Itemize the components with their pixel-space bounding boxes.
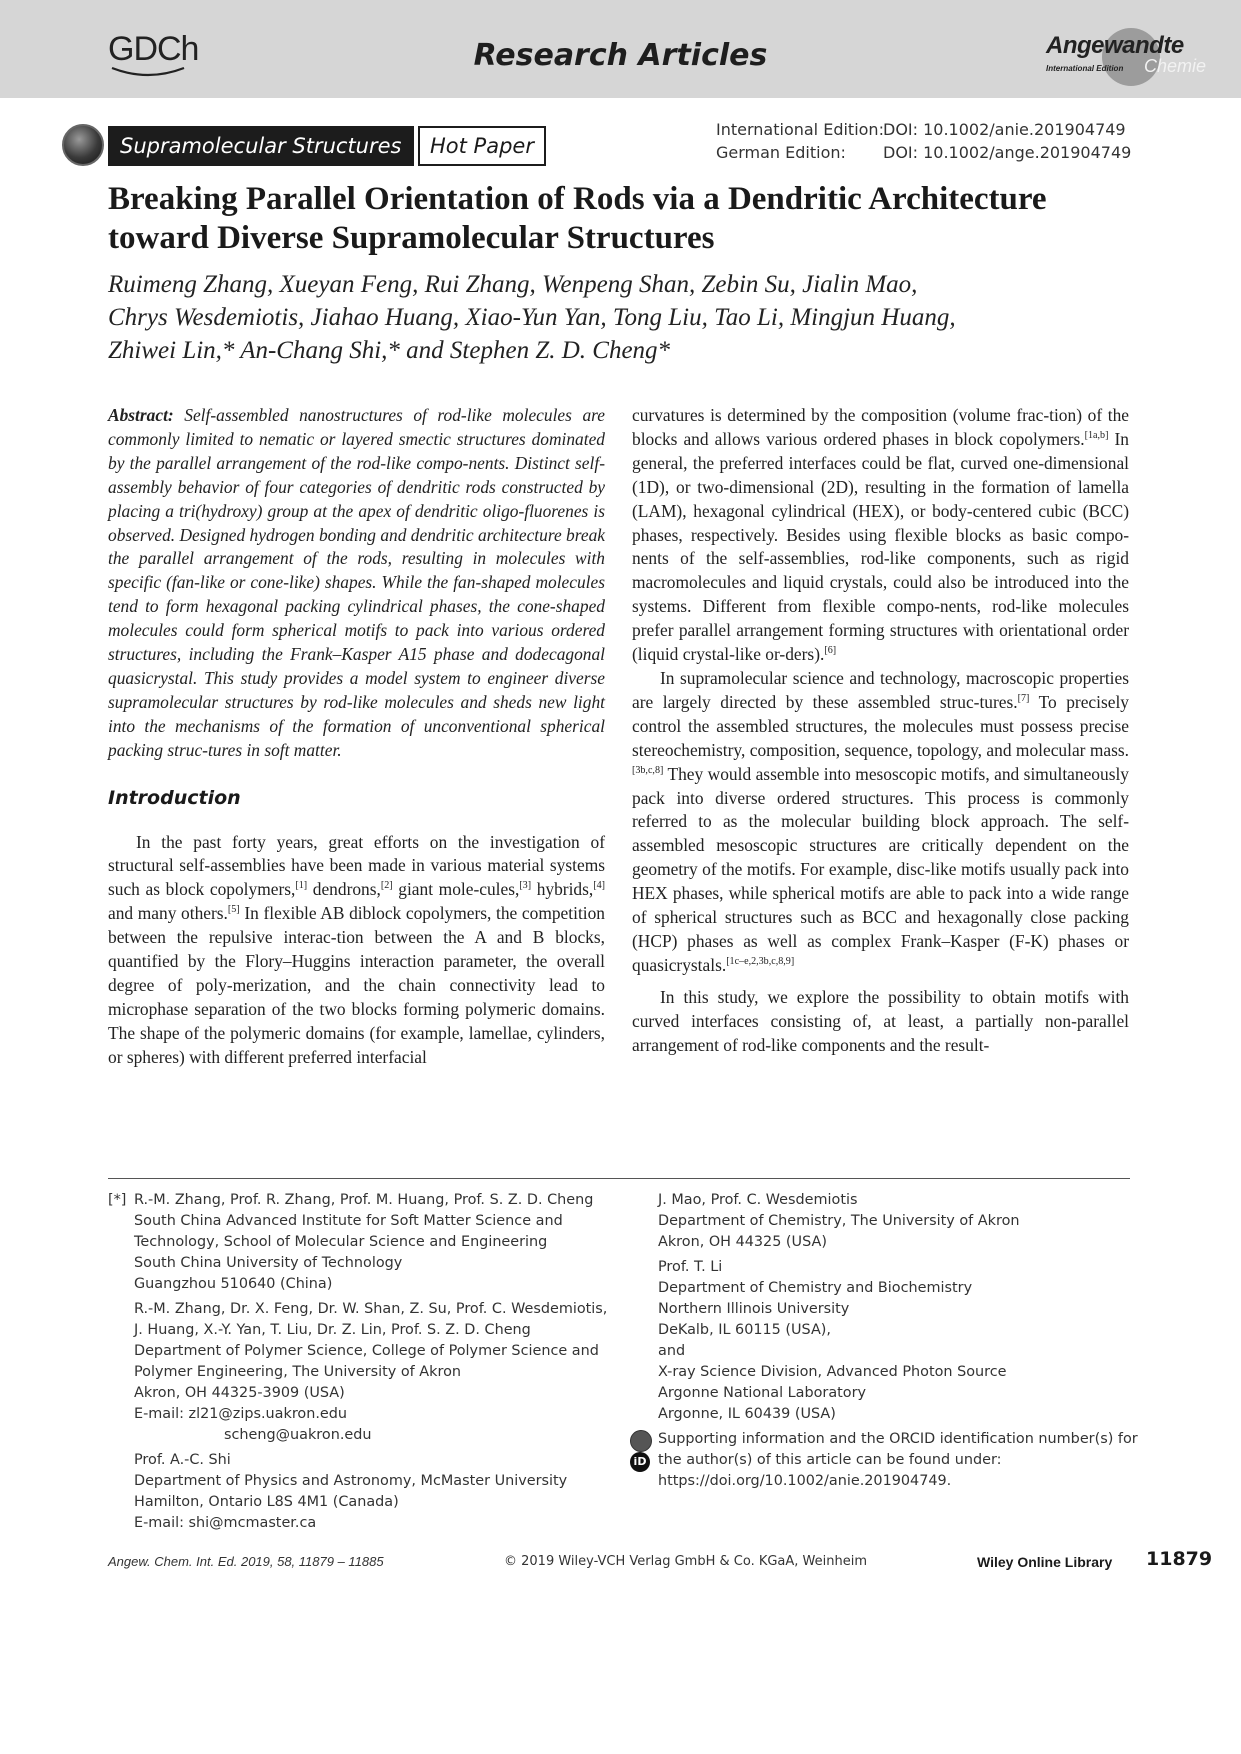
affiliation-line: Prof. A.-C. Shi — [134, 1452, 231, 1468]
body-text: curvatures is determined by the composition (volume frac-tion) of the blocks and allows various ordered phases in block copolymers. — [632, 405, 1129, 449]
doi-german-value: DOI: 10.1002/ange.201904749 — [883, 143, 1132, 162]
affiliation-line: R.-M. Zhang, Dr. X. Feng, Dr. W. Shan, Z. Su, Prof. C. Wesdemiotis, — [134, 1301, 608, 1317]
affiliation — [658, 1257, 1138, 1425]
author-line: Ruimeng Zhang, Xueyan Feng, Rui Zhang, Wenpeng Shan, Zebin Su, Jialin Mao, — [108, 271, 918, 298]
affiliation-line: R.-M. Zhang, Prof. R. Zhang, Prof. M. Huang, Prof. S. Z. D. Cheng — [134, 1192, 594, 1208]
reference-marker: [3b,c,8] — [632, 764, 664, 776]
orcid-icon: iD — [630, 1452, 650, 1472]
body-paragraph: In this study, we explore the possibility to obtain motifs with curved interfaces consisting of, at least, a partially non-parallel arrangement of rod-like components and the result- — [632, 986, 1129, 1055]
doi-german — [716, 141, 1131, 164]
affiliation-line: and — [658, 1343, 686, 1359]
intro-text: and many others. — [108, 903, 228, 924]
affiliations-right — [633, 1190, 1138, 1492]
supporting-info-line: the author(s) of this article can be found under: — [658, 1452, 1002, 1468]
reference-marker: [5] — [227, 904, 240, 916]
email-line[interactable]: E-mail: shi@mcmaster.ca — [134, 1515, 317, 1531]
affiliation-line: Akron, OH 44325 (USA) — [658, 1234, 827, 1250]
affiliation-line: Akron, OH 44325-3909 (USA) — [134, 1385, 345, 1401]
intro-text: giant mole-cules, — [392, 879, 520, 900]
body-text: In general, the preferred interfaces could be flat, curved one-dimensional (1D), or two-dimensional (2D), resulting in the formation of lamella (LAM), hexagonal cylindrical (HEX), or body-centered cubic (BCC) phases, respectively. Besides using flexible blocks as basic compo-nents of the self-assemblies, rod-like components, such as rigid macromolecules and liquid crystals, could also be introduced into the systems. Different from flexible compo-nents, rod-like molecules prefer parallel arrangement forming structures with orientational order (liquid crystal-like or-ders). — [632, 428, 1129, 665]
doi-international — [716, 118, 1131, 141]
intro-text: dendrons, — [307, 879, 381, 900]
journal-edition: International Edition — [1046, 64, 1124, 73]
doi-german-label: German Edition: — [716, 143, 846, 162]
footer-copyright: © 2019 Wiley-VCH Verlag GmbH & Co. KGaA, Weinheim — [504, 1554, 868, 1569]
intro-text: In the past forty years, great efforts on the investigation of structural self-assemblies have been made in various material systems such as block copolymers, — [108, 831, 605, 900]
affiliation-line: Technology, School of Molecular Science and Engineering — [134, 1234, 548, 1250]
doi-intl-value: DOI: 10.1002/anie.201904749 — [883, 120, 1126, 139]
affiliation-line: Argonne National Laboratory — [658, 1385, 867, 1401]
journal-name: Angewandte — [1046, 32, 1184, 59]
doi-intl-label: International Edition: — [716, 120, 884, 139]
affiliation-line: Department of Physics and Astronomy, McMaster University — [134, 1473, 568, 1489]
affiliation-line: Department of Chemistry and Biochemistry — [658, 1280, 973, 1296]
affiliation-line: X-ray Science Division, Advanced Photon Source — [658, 1364, 1007, 1380]
supporting-info-line: Supporting information and the ORCID identification number(s) for — [658, 1431, 1138, 1447]
affiliation-line: South China University of Technology — [134, 1255, 403, 1271]
intro-text: In flexible AB diblock copolymers, the competition between the repulsive interac-tion between the A and B blocks, quantified by the Flory–Huggins interaction parameter, the overall degree of poly-merization, and the chain connectivity lead to microphase separation of the two blocks forming polymeric domains. The shape of the polymeric domains (for example, lamellae, cylinders, or spheres) with different preferred interfacial — [108, 903, 605, 1067]
footnote-divider — [108, 1178, 1130, 1179]
affiliation-line: DeKalb, IL 60115 (USA), — [658, 1322, 831, 1338]
affiliation-line: Prof. T. Li — [658, 1259, 723, 1275]
affiliation-line: Polymer Engineering, The University of Akron — [134, 1364, 461, 1380]
intro-text: hybrids, — [531, 879, 594, 900]
abstract-label: Abstract: — [108, 405, 174, 425]
author-line: Zhiwei Lin,* An-Chang Shi,* and Stephen Z. D. Cheng* — [108, 337, 671, 364]
supporting-info — [633, 1429, 1138, 1492]
reference-marker: [1] — [295, 880, 308, 892]
intro-paragraph — [108, 831, 605, 1070]
supporting-info-link[interactable]: https://doi.org/10.1002/anie.201904749. — [658, 1473, 952, 1489]
abstract-text: Self-assembled nanostructures of rod-like molecules are commonly limited to nematic or layered smectic structures dominated by the parallel arrangement of the rod-like compo-nents. Distinct self-assembly behavior of four categories of dendritic rods constructed by placing a tri(hydroxy) group at the apex of dendritic oligo-fluorenes is observed. Designed hydrogen bonding and dendritic architecture break the parallel arrangement of the rods, resulting in molecules with specific (fan-like or cone-like) shapes. While the fan-shaped molecules tend to form hexagonal packing cylindrical phases, the cone-shaped molecules could form spherical motifs to pack into various ordered structures, including the Frank–Kasper A15 phase and dodecagonal quasicrystal. This study provides a model system to engineer diverse supramolecular structures by rod-like molecules and sheds new light into the mechanisms of the formation of unconventional spherical packing struc-tures in soft matter. — [108, 405, 605, 760]
reference-marker: [1c–e,2,3b,c,8,9] — [726, 956, 795, 968]
reference-marker: [4] — [593, 880, 605, 892]
affiliation — [658, 1190, 1138, 1253]
supporting-info-icon — [630, 1430, 652, 1452]
reference-marker: [3] — [519, 880, 532, 892]
category-sphere-icon — [62, 124, 104, 166]
right-column — [632, 404, 1129, 1057]
body-paragraph — [632, 667, 1129, 978]
affiliation-line: Hamilton, Ontario L8S 4M1 (Canada) — [134, 1494, 399, 1510]
hot-paper-tag: Hot Paper — [418, 126, 546, 166]
left-column — [108, 404, 605, 1070]
affiliation — [108, 1450, 628, 1534]
affiliation-line: South China Advanced Institute for Soft Matter Science and — [134, 1213, 563, 1229]
page-number: 11879 — [1146, 1548, 1213, 1570]
footer-journal-ref: Angew. Chem. Int. Ed. 2019, 58, 11879 – 11885 — [108, 1554, 384, 1569]
category-tag: Supramolecular Structures — [108, 126, 414, 166]
reference-marker: [6] — [824, 645, 837, 657]
author-line: Chrys Wesdemiotis, Jiahao Huang, Xiao-Yun Yan, Tong Liu, Tao Li, Mingjun Huang, — [108, 304, 956, 331]
body-text: To precisely control the assembled structures, the molecules must possess precise stereochemistry, composition, sequence, topology, and molecular mass. — [632, 691, 1129, 760]
affiliation-line: Argonne, IL 60439 (USA) — [658, 1406, 836, 1422]
doi-block — [716, 118, 1131, 164]
article-title — [108, 180, 1138, 258]
affiliation-line: Department of Polymer Science, College of Polymer Science and — [134, 1343, 599, 1359]
journal-subname: Chemie — [1144, 56, 1207, 76]
affiliation-line: J. Mao, Prof. C. Wesdemiotis — [658, 1192, 858, 1208]
reference-marker: [1a,b] — [1084, 430, 1109, 442]
body-text: They would assemble into mesoscopic motifs, and simultaneously pack into diverse ordered structures. This process is commonly referred to as the molecular building block approach. The self-assembled mesoscopic structures are critically dependent on the geometry of the motifs. For example, disc-like motifs usually pack into HEX phases, while spherical motifs are able to pack into a wide range of spherical structures such as BCC and hexagonally close packing (HCP) phases as well as complex Frank–Kasper (F-K) phases or quasicrystals. — [632, 763, 1129, 975]
affiliation-line: Guangzhou 510640 (China) — [134, 1276, 333, 1292]
email-line[interactable]: E-mail: zl21@zips.uakron.edu — [134, 1406, 348, 1422]
affiliation — [108, 1190, 628, 1295]
section-title: Research Articles — [473, 38, 768, 73]
reference-marker: [7] — [1017, 693, 1030, 705]
affiliation — [108, 1299, 628, 1446]
reference-marker: [2] — [380, 880, 393, 892]
body-paragraph — [632, 404, 1129, 667]
journal-logo — [1040, 26, 1220, 86]
footer-library[interactable]: Wiley Online Library — [977, 1554, 1113, 1570]
affiliation-line: Department of Chemistry, The University of Akron — [658, 1213, 1020, 1229]
gdch-logo-text: GDCh — [108, 30, 199, 68]
title-line: Breaking Parallel Orientation of Rods via a Dendritic Architecture — [108, 181, 1047, 217]
title-line: toward Diverse Supramolecular Structures — [108, 220, 715, 256]
body-text: In supramolecular science and technology, macroscopic properties are largely directed by these assembled struc-tures. — [632, 667, 1129, 712]
affiliation-line: J. Huang, X.-Y. Yan, T. Liu, Dr. Z. Lin, Prof. S. Z. D. Cheng — [134, 1322, 531, 1338]
author-list — [108, 268, 1148, 367]
affiliations-left — [108, 1190, 628, 1538]
abstract — [108, 404, 605, 763]
introduction-heading: Introduction — [108, 786, 241, 809]
corresponding-marker: [*] — [108, 1192, 127, 1208]
header-band — [0, 0, 1241, 98]
affiliation-line: Northern Illinois University — [658, 1301, 850, 1317]
email-line[interactable]: scheng@uakron.edu — [224, 1427, 372, 1443]
